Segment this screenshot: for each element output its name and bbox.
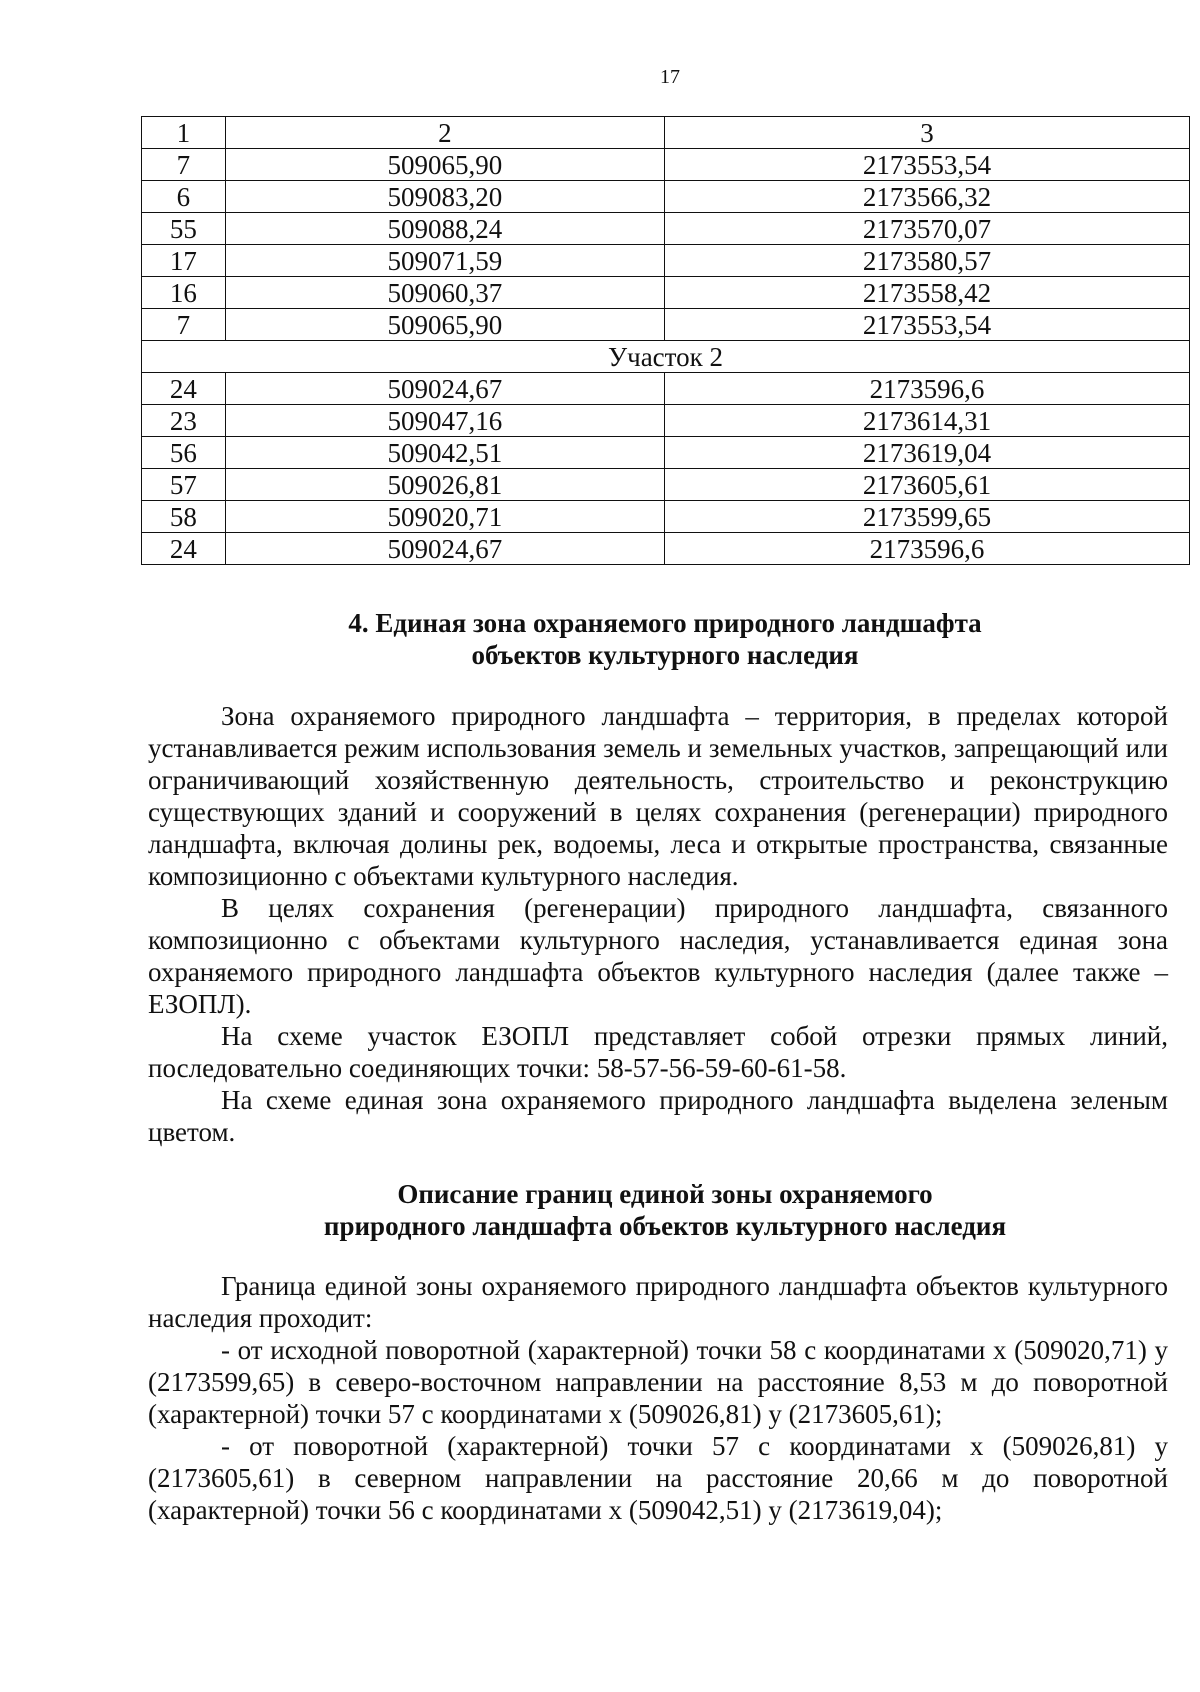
table-row xyxy=(142,277,1190,309)
table-row xyxy=(142,181,1190,213)
table-cell: 2 xyxy=(225,117,664,149)
table-cell: 509047,16 xyxy=(225,405,664,437)
table-cell: 509065,90 xyxy=(225,309,664,341)
table-section-title: Участок 2 xyxy=(142,341,1190,373)
table-cell: 2173596,6 xyxy=(665,373,1190,405)
table-cell: 2173566,32 xyxy=(665,181,1190,213)
table-cell: 3 xyxy=(665,117,1190,149)
table-cell: 58 xyxy=(142,501,226,533)
section4-title-line1: 4. Единая зона охраняемого природного ландшафта xyxy=(348,608,982,638)
table-section-row xyxy=(142,341,1190,373)
table-cell: 2173619,04 xyxy=(665,437,1190,469)
table-cell: 2173553,54 xyxy=(665,309,1190,341)
table-row xyxy=(142,533,1190,565)
boundaries-intro: Граница единой зоны охраняемого природного ландшафта объектов культурного наследия проходит: xyxy=(148,1271,1168,1333)
table-cell: 6 xyxy=(142,181,226,213)
section4-paragraph-4: На схеме единая зона охраняемого природного ландшафта выделена зеленым цветом. xyxy=(148,1085,1168,1147)
table-cell: 509020,71 xyxy=(225,501,664,533)
table-cell: 509026,81 xyxy=(225,469,664,501)
table-cell: 1 xyxy=(142,117,226,149)
table-row xyxy=(142,501,1190,533)
table-cell: 2173553,54 xyxy=(665,149,1190,181)
table-cell: 24 xyxy=(142,533,226,565)
section4-paragraph-2: В целях сохранения (регенерации) природного ландшафта, связанного композиционно с объектами культурного наследия, устанавливается единая зона охраняемого природного ландшафта объектов культурного наследия (далее также – ЕЗОПЛ). xyxy=(148,893,1168,1019)
boundaries-item-2: - от поворотной (характерной) точки 57 с координатами х (509026,81) у (2173605,61) в северном направлении на расстояние 20,66 м до поворотной (характерной) точки 56 с координатами х (509042,51) у (2173619,04); xyxy=(148,1431,1168,1525)
coordinates-table xyxy=(141,116,1190,565)
section4-paragraph-1: Зона охраняемого природного ландшафта – территория, в пределах которой устанавливается режим использования земель и земельных участков, запрещающий или ограничивающий хозяйственную деятельность, строительство и реконструкцию существующих зданий и сооружений в целях сохранения (регенерации) природного ландшафта, включая долины рек, водоемы, леса и открытые пространства, связанные композиционно с объектами культурного наследия. xyxy=(148,701,1168,891)
table-row xyxy=(142,405,1190,437)
table-row xyxy=(142,245,1190,277)
table-cell: 2173580,57 xyxy=(665,245,1190,277)
boundaries-title-line1: Описание границ единой зоны охраняемого xyxy=(397,1179,933,1209)
table-row xyxy=(142,469,1190,501)
table-cell: 2173570,07 xyxy=(665,213,1190,245)
table-cell: 7 xyxy=(142,149,226,181)
boundaries-title-line2: природного ландшафта объектов культурного наследия xyxy=(323,1211,1007,1241)
table-cell: 509065,90 xyxy=(225,149,664,181)
table-cell: 2173605,61 xyxy=(665,469,1190,501)
table-cell: 56 xyxy=(142,437,226,469)
table-cell: 2173614,31 xyxy=(665,405,1190,437)
table-cell: 509088,24 xyxy=(225,213,664,245)
section4-paragraph-3: На схеме участок ЕЗОПЛ представляет собой отрезки прямых линий, последовательно соединяющих точки: 58-57-56-59-60-61-58. xyxy=(148,1021,1168,1083)
table-row xyxy=(142,149,1190,181)
page-number: 17 xyxy=(660,66,680,88)
table-cell: 24 xyxy=(142,373,226,405)
table-cell: 509042,51 xyxy=(225,437,664,469)
section4-title-line2: объектов культурного наследия xyxy=(471,640,859,670)
table-cell: 16 xyxy=(142,277,226,309)
table-cell: 2173599,65 xyxy=(665,501,1190,533)
coordinates-table-body xyxy=(142,117,1190,565)
table-cell: 23 xyxy=(142,405,226,437)
table-cell: 509024,67 xyxy=(225,373,664,405)
table-cell: 57 xyxy=(142,469,226,501)
table-row xyxy=(142,213,1190,245)
table-cell: 2173596,6 xyxy=(665,533,1190,565)
table-cell: 7 xyxy=(142,309,226,341)
boundaries-item-1: - от исходной поворотной (характерной) точки 58 с координатами х (509020,71) у (2173599,65) в северо-восточном направлении на расстояние 8,53 м до поворотной (характерной) точки 57 с координатами х (509026,81) у (2173605,61); xyxy=(148,1335,1168,1429)
table-cell: 509024,67 xyxy=(225,533,664,565)
table-row xyxy=(142,373,1190,405)
table-cell: 55 xyxy=(142,213,226,245)
table-row xyxy=(142,437,1190,469)
table-cell: 509083,20 xyxy=(225,181,664,213)
table-cell: 509071,59 xyxy=(225,245,664,277)
table-cell: 509060,37 xyxy=(225,277,664,309)
table-header-row xyxy=(142,117,1190,149)
table-cell: 2173558,42 xyxy=(665,277,1190,309)
table-cell: 17 xyxy=(142,245,226,277)
table-row xyxy=(142,309,1190,341)
